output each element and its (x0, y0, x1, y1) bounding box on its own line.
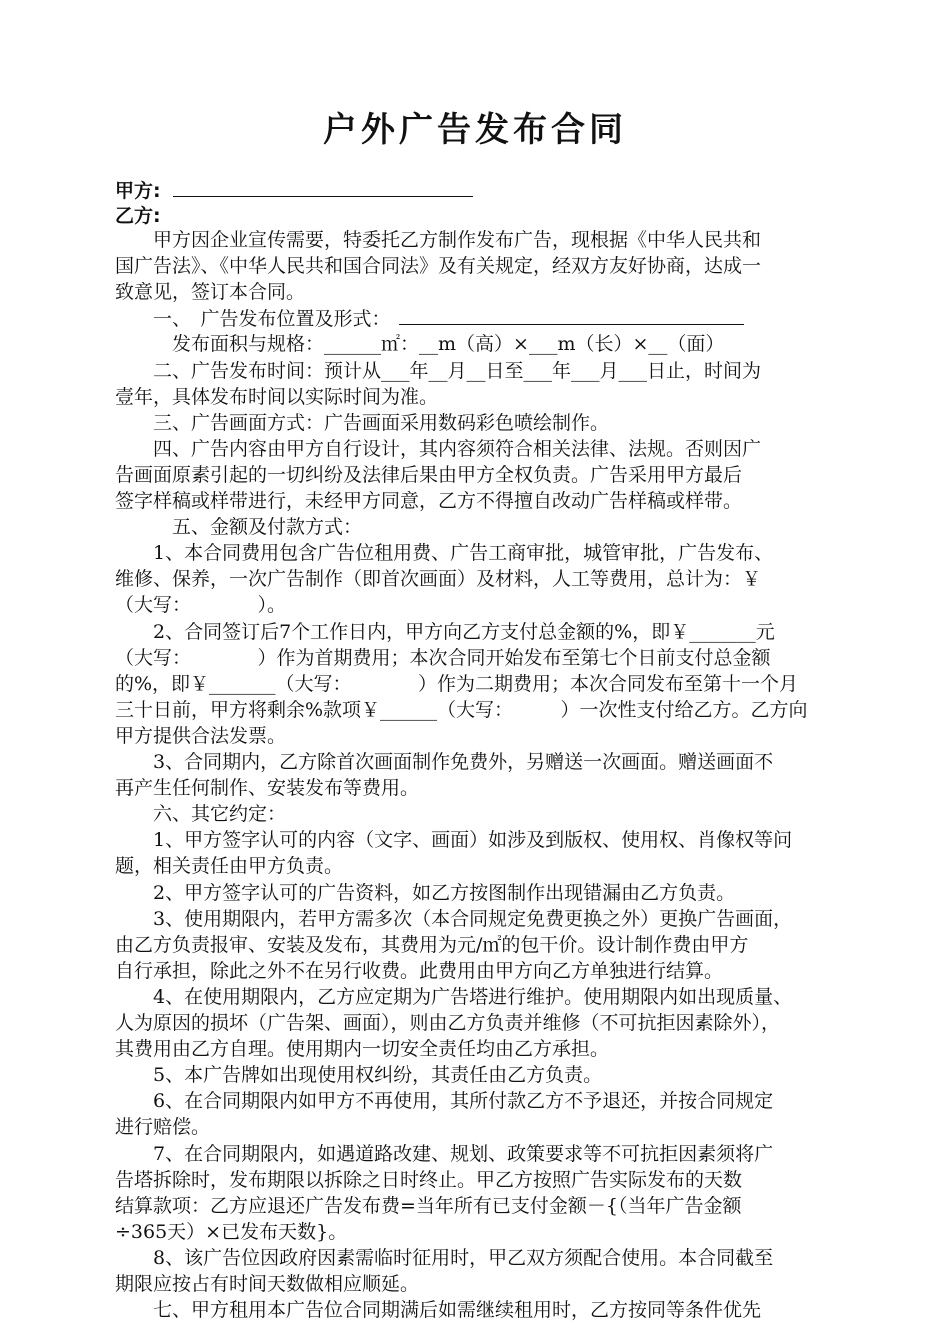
party-b-label: 乙方: (115, 205, 161, 227)
contract-line: 的%，即￥_______（大写： ）作为二期费用；本次合同发布至第十一个月 (115, 672, 799, 695)
contract-line: 自行承担，除此之外不在另行收费。此费用由甲方向乙方单独进行结算。 (115, 959, 724, 982)
party-a-row (115, 178, 855, 204)
contract-line: 人为原因的损坏（广告架、画面），则由乙方负责并维修（不可抗拒因素除外）， (115, 1012, 781, 1034)
contract-line: 五、金额及付款方式： (115, 516, 363, 539)
contract-line: 甲方因企业宣传需要，特委托乙方制作发布广告，现根据《中华人民共和 (115, 229, 762, 251)
contract-line: 3、合同期内，乙方除首次画面制作免费外，另赠送一次画面。赠送画面不 (115, 751, 774, 773)
contract-line: 告塔拆除时，发布期限以拆除之日时终止。甲乙方按照广告实际发布的天数 (115, 1168, 743, 1191)
contract-line: （大写： ）。 (115, 594, 287, 617)
contract-line: ÷365天）×已发布天数}。 (115, 1220, 348, 1243)
contract-line: 发布面积与规格：______㎡：__m（高）×___m（长）×__（面） (115, 333, 725, 356)
location-blank (399, 306, 744, 325)
contract-line: 再产生任何制作、安装发布等费用。 (115, 777, 420, 800)
contract-line: （大写： ）作为首期费用；本次合同开始发布至第七个日前支付总金额 (115, 646, 771, 669)
contract-line: 7、在合同期限内，如遇道路改建、规划、政策要求等不可抗拒因素须将广 (115, 1142, 774, 1165)
contract-line: 结算款项：乙方应退还广告发布费=当年所有已支付金额－{（当年广告金额 (115, 1194, 742, 1217)
contract-line: 甲方提供合法发票。 (115, 724, 287, 747)
contract-line: 维修、保养，一次广告制作（即首次画面）及材料，人工等费用，总计为：￥ (115, 568, 762, 591)
contract-line: 1、甲方签字认可的内容（文字、画面）如涉及到版权、使用权、肖像权等问 (115, 829, 793, 852)
contract-line: 告画面原素引起的一切纠纷及法律后果由甲方全权负责。广告采用甲方最后 (115, 463, 743, 486)
spec-text: ______㎡：__m（高）×___m（长）×__（面） (324, 333, 725, 356)
contract-line: 其费用由乙方自理。使用期内一切安全责任均由乙方承担。 (115, 1038, 610, 1061)
contract-line: 三十日前，甲方将剩余%款项￥______（大写： ）一次性支付给乙方。乙方向 (115, 698, 808, 721)
contract-line: 题，相关责任由甲方负责。 (115, 855, 344, 878)
contract-line: 6、在合同期限内如甲方不再使用，其所付款乙方不予退还，并按合同规定 (115, 1090, 774, 1113)
contract-line: 六、其它约定： (115, 803, 287, 826)
contract-line: 三、广告画面方式：广告画面采用数码彩色喷绘制作。 (115, 411, 610, 434)
contract-line: 期限应按占有时间天数做相应顺延。 (115, 1273, 420, 1295)
contract-line: 2、甲方签字认可的广告资料，如乙方按图制作出现错漏由乙方负责。 (115, 881, 736, 904)
contract-line: 一、 广告发布位置及形式： (115, 306, 855, 332)
contract-line: 进行赔偿。 (115, 1116, 211, 1139)
contract-line: 国广告法》、《中华人民共和国合同法》及有关规定，经双方友好协商，达成一 (115, 255, 762, 278)
contract-line: 致意见，签订本合同。 (115, 281, 306, 304)
contract-line: 4、在使用期限内，乙方应定期为广告塔进行维护。使用期限内如出现质量、 (115, 985, 793, 1008)
contract-line: 壹年，具体发布时间以实际时间为准。 (115, 385, 439, 408)
page-title: 户外广告发布合同 (323, 110, 627, 150)
contract-line: 二、广告发布时间：预计从___年__月__日至___年___月___日止，时间为 (115, 359, 762, 382)
party-a-label: 甲方: (115, 180, 161, 202)
contract-line: 由乙方负责报审、安装及发布，其费用为元/㎡的包干价。设计制作费由甲方 (115, 933, 749, 956)
party-a-blank (173, 178, 473, 197)
contract-line: 1、本合同费用包含广告位租用费、广告工商审批，城管审批，广告发布、 (115, 542, 774, 565)
contract-line: 8、该广告位因政府因素需临时征用时，甲乙双方须配合使用。本合同截至 (115, 1246, 774, 1269)
contract-line: 5、本广告牌如出现使用权纠纷，其责任由乙方负责。 (115, 1064, 603, 1087)
contract-line: 3、使用期限内，若甲方需多次（本合同规定免费更换之外）更换广告画面， (115, 907, 793, 930)
contract-line: 2、合同签订后7个工作日内，甲方向乙方支付总金额的%，即￥_______元 (115, 620, 775, 643)
contract-line: 签字样稿或样带进行，未经甲方同意，乙方不得擅自改动广告样稿或样带。 (115, 490, 743, 512)
contract-line: 四、广告内容由甲方自行设计，其内容须符合相关法律、法规。否则因广 (115, 437, 762, 460)
contract-line: 七、甲方租用本广告位合同期满后如需继续租用时，乙方按同等条件优先 (115, 1299, 762, 1322)
